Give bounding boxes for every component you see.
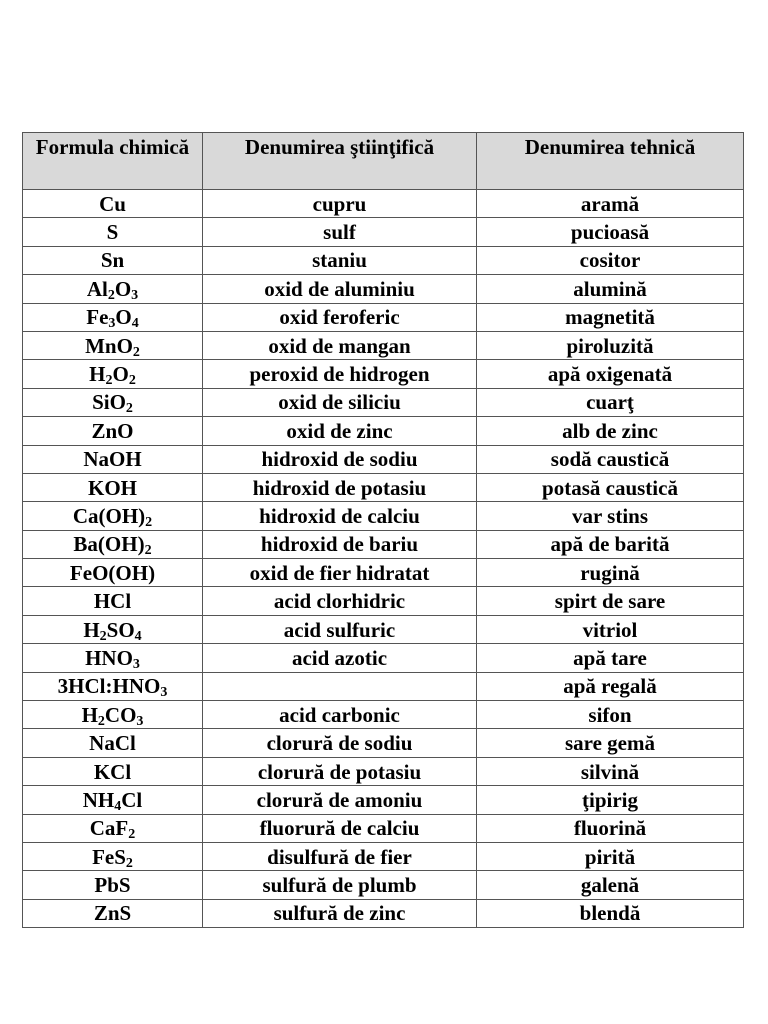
formula-text: O	[115, 305, 132, 330]
formula-cell	[23, 786, 203, 814]
scientific-name-cell: oxid de fier hidratat	[203, 559, 477, 587]
formula-cell	[23, 871, 203, 899]
scientific-name-cell: staniu	[203, 246, 477, 274]
technical-name-cell: ţipirig	[477, 786, 744, 814]
formula-text: Ca(OH)	[72, 503, 146, 528]
formula-text: NaOH	[83, 447, 142, 472]
technical-name-cell: pirită	[477, 842, 744, 870]
formula-subscript: 3	[132, 656, 140, 672]
technical-name-cell: cuarţ	[477, 388, 744, 416]
formula-cell	[23, 587, 203, 615]
formula-text: HNO	[85, 645, 133, 670]
formula-text: ZnO	[91, 418, 134, 443]
technical-name-cell: cositor	[477, 246, 744, 274]
formula-text: SiO	[92, 390, 126, 415]
table-row	[23, 559, 744, 587]
table-row	[23, 530, 744, 558]
formula-subscript: 2	[97, 713, 105, 729]
table-row	[23, 587, 744, 615]
table-row	[23, 473, 744, 501]
formula-cell	[23, 218, 203, 246]
formula-text: Cu	[99, 191, 126, 216]
table-row	[23, 701, 744, 729]
formula-cell	[23, 530, 203, 558]
table-row	[23, 757, 744, 785]
technical-name-cell: alb de zinc	[477, 417, 744, 445]
formula-text: NaCl	[89, 731, 136, 756]
formula-subscript: 3	[108, 316, 116, 332]
scientific-name-cell: fluorură de calciu	[203, 814, 477, 842]
table-row	[23, 644, 744, 672]
formula-text: PbS	[94, 873, 131, 898]
formula-subscript: 2	[128, 827, 136, 843]
scientific-name-cell: sulfură de zinc	[203, 899, 477, 927]
scientific-name-cell: oxid de zinc	[203, 417, 477, 445]
table-row	[23, 218, 744, 246]
formula-cell	[23, 502, 203, 530]
formula-subscript: 2	[99, 628, 107, 644]
scientific-name-cell: oxid de siliciu	[203, 388, 477, 416]
formula-subscript: 4	[114, 798, 122, 814]
technical-name-cell: aramă	[477, 190, 744, 218]
technical-name-cell: fluorină	[477, 814, 744, 842]
scientific-name-cell: oxid de mangan	[203, 331, 477, 359]
formula-cell	[23, 275, 203, 303]
table-row	[23, 729, 744, 757]
table-row	[23, 190, 744, 218]
technical-name-cell: apă tare	[477, 644, 744, 672]
formula-subscript: 3	[136, 713, 144, 729]
formula-text: Fe	[86, 305, 109, 330]
formula-subscript: 2	[145, 514, 153, 530]
formula-text: Sn	[100, 248, 125, 273]
formula-subscript: 2	[125, 401, 133, 417]
formula-subscript: 4	[131, 316, 139, 332]
formula-text: ZnS	[93, 901, 132, 926]
scientific-name-cell: clorură de amoniu	[203, 786, 477, 814]
formula-cell	[23, 644, 203, 672]
table-row	[23, 871, 744, 899]
formula-cell	[23, 360, 203, 388]
scientific-name-cell: hidroxid de sodiu	[203, 445, 477, 473]
formula-text: HCl	[93, 589, 132, 614]
formula-cell	[23, 388, 203, 416]
formula-cell	[23, 445, 203, 473]
table-row	[23, 672, 744, 700]
formula-text: Ba(OH)	[73, 532, 145, 557]
formula-text: O	[114, 276, 132, 301]
scientific-name-cell: acid clorhidric	[203, 587, 477, 615]
formula-text: CO	[104, 702, 137, 727]
scientific-name-cell: disulfură de fier	[203, 842, 477, 870]
formula-text: KCl	[93, 759, 132, 784]
scientific-name-cell: peroxid de hidrogen	[203, 360, 477, 388]
formula-cell	[23, 417, 203, 445]
formula-text: KOH	[87, 475, 137, 500]
formula-cell	[23, 672, 203, 700]
technical-name-cell: piroluzită	[477, 331, 744, 359]
scientific-name-cell: oxid feroferic	[203, 303, 477, 331]
formula-subscript: 2	[125, 855, 133, 871]
scientific-name-cell: sulfură de plumb	[203, 871, 477, 899]
formula-text: MnO	[85, 333, 133, 358]
technical-name-cell: sifon	[477, 701, 744, 729]
technical-name-cell: galenă	[477, 871, 744, 899]
scientific-name-cell: oxid de aluminiu	[203, 275, 477, 303]
table-row	[23, 417, 744, 445]
scientific-name-cell: hidroxid de bariu	[203, 530, 477, 558]
technical-name-cell: alumină	[477, 275, 744, 303]
formula-subscript: 2	[144, 543, 152, 559]
formula-subscript: 2	[128, 373, 136, 389]
formula-text: CaF	[89, 816, 129, 841]
formula-text: SO	[106, 617, 135, 642]
table-row	[23, 275, 744, 303]
formula-text: H	[89, 362, 106, 387]
table-row	[23, 246, 744, 274]
formula-text: FeS	[92, 844, 126, 869]
technical-name-cell: sare gemă	[477, 729, 744, 757]
technical-name-cell: blendă	[477, 899, 744, 927]
technical-name-cell: pucioasă	[477, 218, 744, 246]
formula-subscript: 2	[132, 344, 140, 360]
technical-name-cell: rugină	[477, 559, 744, 587]
formula-cell	[23, 701, 203, 729]
table-row	[23, 899, 744, 927]
technical-name-cell: potasă caustică	[477, 473, 744, 501]
formula-text: O	[112, 362, 129, 387]
scientific-name-cell: hidroxid de calciu	[203, 502, 477, 530]
scientific-name-cell	[203, 672, 477, 700]
table-row	[23, 388, 744, 416]
scientific-name-cell: sulf	[203, 218, 477, 246]
table-row	[23, 786, 744, 814]
technical-name-cell: apă regală	[477, 672, 744, 700]
formula-subscript: 2	[107, 287, 115, 303]
table-row	[23, 303, 744, 331]
formula-subscript: 3	[160, 685, 168, 701]
chemical-names-table	[22, 132, 744, 928]
table-row	[23, 331, 744, 359]
formula-cell	[23, 190, 203, 218]
formula-subscript: 4	[134, 628, 142, 644]
formula-text: NH	[82, 787, 115, 812]
scientific-name-cell: acid sulfuric	[203, 615, 477, 643]
header-formula: Formula chimică	[23, 133, 203, 190]
formula-cell	[23, 615, 203, 643]
technical-name-cell: magnetită	[477, 303, 744, 331]
header-scientific-name: Denumirea ştiinţifică	[203, 133, 477, 190]
formula-text: H	[81, 702, 98, 727]
formula-cell	[23, 729, 203, 757]
formula-cell	[23, 303, 203, 331]
technical-name-cell: apă de barită	[477, 530, 744, 558]
scientific-name-cell: hidroxid de potasiu	[203, 473, 477, 501]
table-row	[23, 360, 744, 388]
header-technical-name: Denumirea tehnică	[477, 133, 744, 190]
scientific-name-cell: cupru	[203, 190, 477, 218]
table-row	[23, 502, 744, 530]
formula-cell	[23, 331, 203, 359]
scientific-name-cell: clorură de sodiu	[203, 729, 477, 757]
technical-name-cell: sodă caustică	[477, 445, 744, 473]
formula-cell	[23, 899, 203, 927]
formula-text: Al	[86, 276, 108, 301]
technical-name-cell: spirt de sare	[477, 587, 744, 615]
formula-cell	[23, 842, 203, 870]
formula-text: Cl	[121, 787, 143, 812]
scientific-name-cell: acid azotic	[203, 644, 477, 672]
technical-name-cell: apă oxigenată	[477, 360, 744, 388]
formula-subscript: 3	[131, 287, 139, 303]
scientific-name-cell: clorură de potasiu	[203, 757, 477, 785]
table-row	[23, 842, 744, 870]
table-row	[23, 615, 744, 643]
technical-name-cell: var stins	[477, 502, 744, 530]
formula-cell	[23, 473, 203, 501]
formula-cell	[23, 246, 203, 274]
formula-text: S	[106, 220, 119, 245]
technical-name-cell: silvină	[477, 757, 744, 785]
scientific-name-cell: acid carbonic	[203, 701, 477, 729]
formula-text: FeO(OH)	[69, 560, 156, 585]
formula-text: 3HCl:HNO	[57, 674, 161, 699]
table-row	[23, 814, 744, 842]
formula-cell	[23, 559, 203, 587]
formula-cell	[23, 757, 203, 785]
formula-text: H	[83, 617, 100, 642]
table-header	[23, 133, 744, 190]
formula-cell	[23, 814, 203, 842]
technical-name-cell: vitriol	[477, 615, 744, 643]
table-row	[23, 445, 744, 473]
formula-subscript: 2	[105, 373, 113, 389]
header-row	[23, 133, 744, 190]
table-body	[23, 190, 744, 928]
